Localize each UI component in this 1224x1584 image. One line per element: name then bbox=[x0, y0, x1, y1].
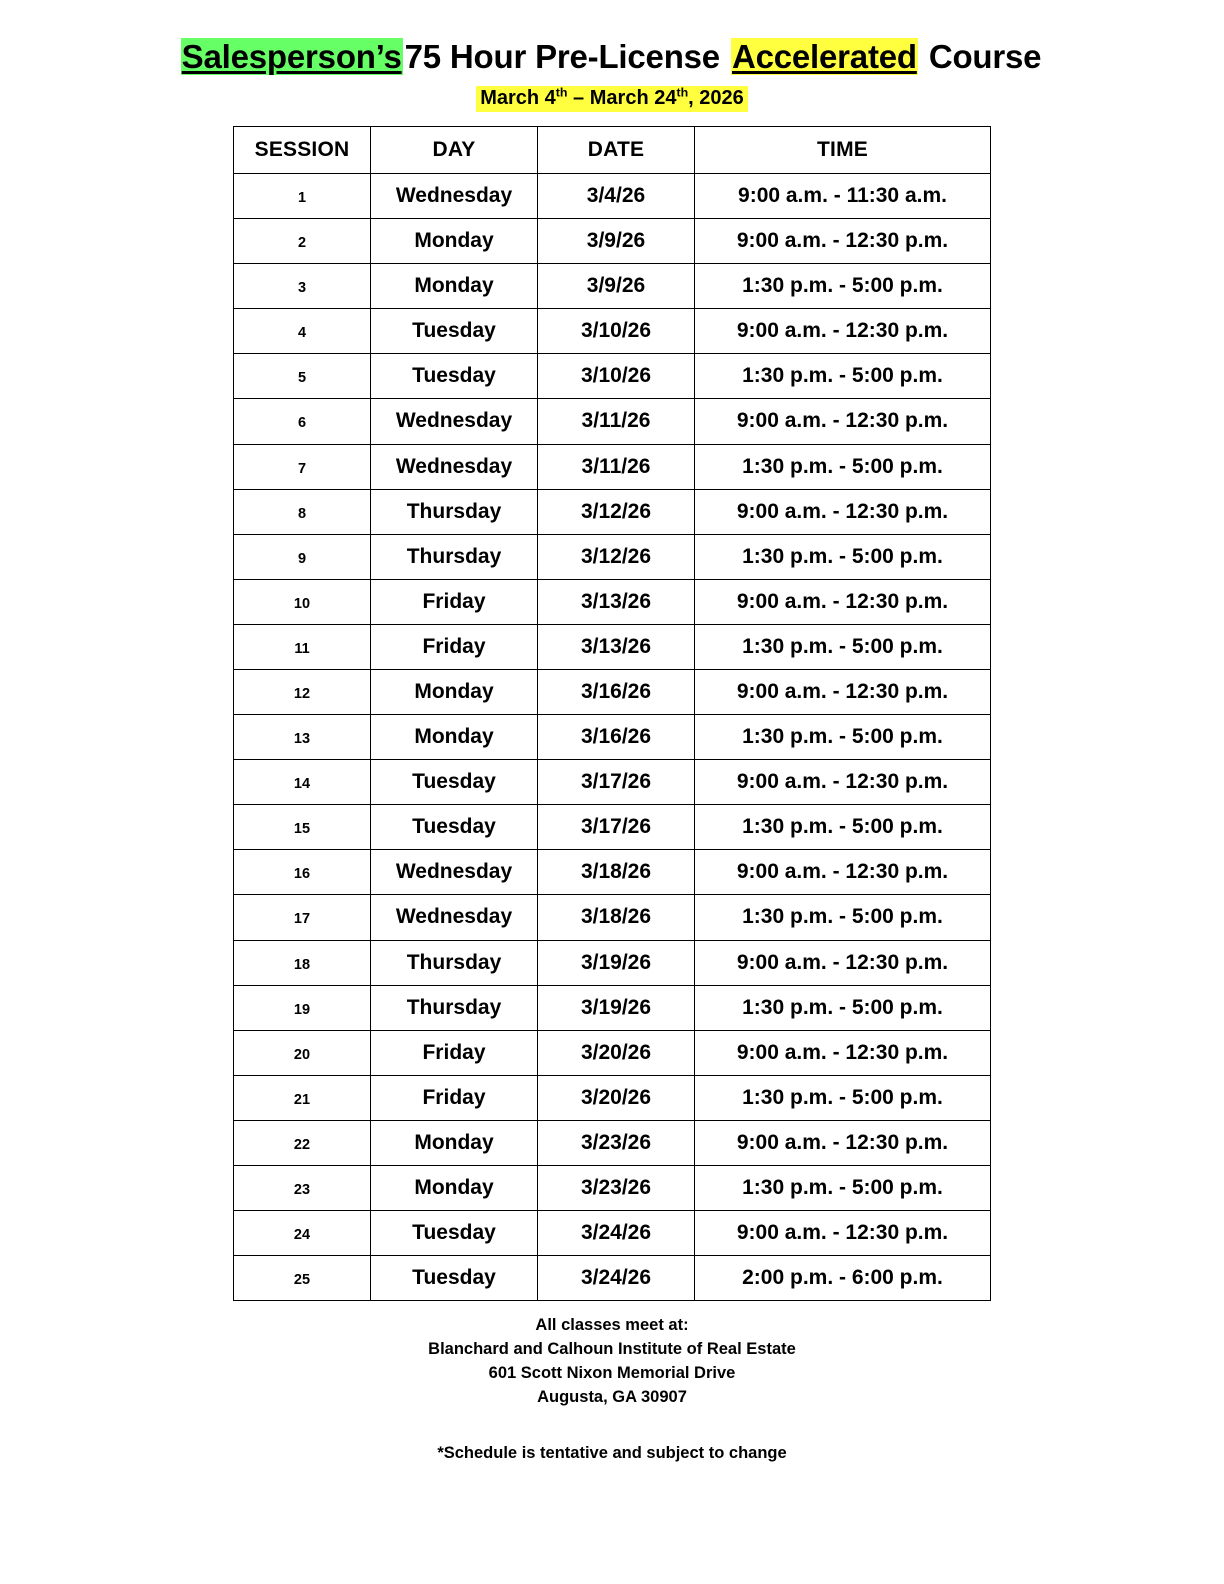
cell-date: 3/23/26 bbox=[538, 1120, 695, 1165]
table-row bbox=[234, 444, 991, 489]
session-number: 18 bbox=[293, 956, 311, 973]
session-number: 10 bbox=[293, 595, 311, 612]
table-row bbox=[234, 850, 991, 895]
cell-date: 3/19/26 bbox=[538, 985, 695, 1030]
cell-session bbox=[234, 850, 371, 895]
cell-day: Tuesday bbox=[371, 309, 538, 354]
cell-date: 3/18/26 bbox=[538, 850, 695, 895]
page-title bbox=[0, 38, 1224, 77]
table-row bbox=[234, 805, 991, 850]
footer-line-meet-at: All classes meet at: bbox=[535, 1316, 689, 1335]
table-row bbox=[234, 985, 991, 1030]
cell-session bbox=[234, 985, 371, 1030]
cell-time: 9:00 a.m. - 12:30 p.m. bbox=[695, 940, 991, 985]
cell-day: Friday bbox=[371, 579, 538, 624]
session-number: 8 bbox=[297, 505, 307, 522]
session-number: 2 bbox=[297, 235, 307, 252]
ordinal-end: th bbox=[676, 85, 689, 100]
cell-session bbox=[234, 1030, 371, 1075]
footer-line-city: Augusta, GA 30907 bbox=[537, 1388, 687, 1407]
column-header-date: DATE bbox=[538, 126, 695, 173]
table-row bbox=[234, 1211, 991, 1256]
cell-day: Tuesday bbox=[371, 1211, 538, 1256]
session-number: 22 bbox=[293, 1136, 311, 1153]
cell-session bbox=[234, 534, 371, 579]
cell-day: Wednesday bbox=[371, 895, 538, 940]
table-row bbox=[234, 1030, 991, 1075]
cell-time: 1:30 p.m. - 5:00 p.m. bbox=[695, 354, 991, 399]
table-row bbox=[234, 1075, 991, 1120]
cell-day: Tuesday bbox=[371, 1256, 538, 1301]
table-row bbox=[234, 264, 991, 309]
cell-time: 9:00 a.m. - 12:30 p.m. bbox=[695, 1120, 991, 1165]
cell-date: 3/9/26 bbox=[538, 264, 695, 309]
cell-date: 3/10/26 bbox=[538, 354, 695, 399]
cell-date: 3/10/26 bbox=[538, 309, 695, 354]
cell-time: 2:00 p.m. - 6:00 p.m. bbox=[695, 1256, 991, 1301]
footer-disclaimer: *Schedule is tentative and subject to change bbox=[437, 1443, 787, 1462]
cell-day: Tuesday bbox=[371, 805, 538, 850]
cell-time: 9:00 a.m. - 12:30 p.m. bbox=[695, 669, 991, 714]
cell-day: Friday bbox=[371, 1030, 538, 1075]
cell-session bbox=[234, 805, 371, 850]
cell-session bbox=[234, 760, 371, 805]
table-row bbox=[234, 1120, 991, 1165]
title-segment-course: Course bbox=[928, 38, 1042, 75]
table-row bbox=[234, 715, 991, 760]
subtitle-wrap bbox=[0, 86, 1224, 112]
cell-time: 1:30 p.m. - 5:00 p.m. bbox=[695, 264, 991, 309]
table-row bbox=[234, 399, 991, 444]
cell-day: Wednesday bbox=[371, 850, 538, 895]
session-number: 4 bbox=[297, 325, 307, 342]
table-body bbox=[234, 173, 991, 1300]
title-segment-hours: 75 Hour Pre-License bbox=[404, 38, 720, 75]
cell-day: Monday bbox=[371, 715, 538, 760]
cell-day: Wednesday bbox=[371, 399, 538, 444]
table-row bbox=[234, 219, 991, 264]
session-number: 20 bbox=[293, 1046, 311, 1063]
cell-date: 3/13/26 bbox=[538, 579, 695, 624]
cell-day: Monday bbox=[371, 1166, 538, 1211]
session-number: 24 bbox=[293, 1227, 311, 1244]
table-row bbox=[234, 669, 991, 714]
table-row bbox=[234, 624, 991, 669]
cell-time: 1:30 p.m. - 5:00 p.m. bbox=[695, 444, 991, 489]
cell-day: Monday bbox=[371, 669, 538, 714]
cell-day: Thursday bbox=[371, 940, 538, 985]
cell-date: 3/16/26 bbox=[538, 715, 695, 760]
session-number: 13 bbox=[293, 731, 311, 748]
footer-line-street: 601 Scott Nixon Memorial Drive bbox=[488, 1364, 736, 1383]
table-row bbox=[234, 354, 991, 399]
session-number: 19 bbox=[293, 1001, 311, 1018]
cell-session bbox=[234, 264, 371, 309]
session-number: 16 bbox=[293, 866, 311, 883]
cell-day: Tuesday bbox=[371, 354, 538, 399]
cell-session bbox=[234, 895, 371, 940]
footer-block bbox=[0, 1314, 1224, 1466]
title-block bbox=[0, 0, 1224, 112]
cell-time: 1:30 p.m. - 5:00 p.m. bbox=[695, 1166, 991, 1211]
cell-session bbox=[234, 1120, 371, 1165]
cell-session bbox=[234, 173, 371, 218]
cell-session bbox=[234, 354, 371, 399]
session-number: 11 bbox=[294, 640, 310, 657]
cell-day: Thursday bbox=[371, 489, 538, 534]
cell-date: 3/24/26 bbox=[538, 1211, 695, 1256]
date-range-start: March 4 bbox=[480, 86, 556, 109]
session-number: 3 bbox=[297, 280, 307, 297]
cell-time: 9:00 a.m. - 12:30 p.m. bbox=[695, 1030, 991, 1075]
cell-time: 9:00 a.m. - 12:30 p.m. bbox=[695, 760, 991, 805]
cell-day: Monday bbox=[371, 219, 538, 264]
cell-day: Monday bbox=[371, 1120, 538, 1165]
table-row bbox=[234, 940, 991, 985]
cell-time: 1:30 p.m. - 5:00 p.m. bbox=[695, 1075, 991, 1120]
column-header-time: TIME bbox=[695, 126, 991, 173]
session-number: 15 bbox=[293, 821, 311, 838]
cell-day: Thursday bbox=[371, 534, 538, 579]
table-row bbox=[234, 760, 991, 805]
cell-date: 3/23/26 bbox=[538, 1166, 695, 1211]
cell-date: 3/13/26 bbox=[538, 624, 695, 669]
cell-day: Monday bbox=[371, 264, 538, 309]
cell-session bbox=[234, 219, 371, 264]
cell-date: 3/17/26 bbox=[538, 760, 695, 805]
table-row bbox=[234, 173, 991, 218]
cell-time: 1:30 p.m. - 5:00 p.m. bbox=[695, 895, 991, 940]
session-number: 1 bbox=[297, 189, 307, 206]
cell-date: 3/4/26 bbox=[538, 173, 695, 218]
column-header-day: DAY bbox=[371, 126, 538, 173]
cell-day: Tuesday bbox=[371, 760, 538, 805]
cell-time: 1:30 p.m. - 5:00 p.m. bbox=[695, 985, 991, 1030]
cell-session bbox=[234, 489, 371, 534]
course-date-range bbox=[476, 86, 748, 112]
cell-session bbox=[234, 1256, 371, 1301]
cell-time: 9:00 a.m. - 11:30 a.m. bbox=[695, 173, 991, 218]
cell-date: 3/17/26 bbox=[538, 805, 695, 850]
table-header bbox=[234, 126, 991, 173]
cell-date: 3/24/26 bbox=[538, 1256, 695, 1301]
table-row bbox=[234, 489, 991, 534]
cell-date: 3/11/26 bbox=[538, 399, 695, 444]
cell-session bbox=[234, 940, 371, 985]
cell-time: 9:00 a.m. - 12:30 p.m. bbox=[695, 850, 991, 895]
cell-date: 3/12/26 bbox=[538, 534, 695, 579]
cell-day: Friday bbox=[371, 624, 538, 669]
cell-date: 3/16/26 bbox=[538, 669, 695, 714]
cell-session bbox=[234, 1075, 371, 1120]
table-row bbox=[234, 579, 991, 624]
ordinal-start: th bbox=[555, 85, 568, 100]
date-range-end: March 24 bbox=[589, 86, 677, 109]
column-header-session: SESSION bbox=[234, 126, 371, 173]
cell-date: 3/20/26 bbox=[538, 1075, 695, 1120]
session-number: 14 bbox=[293, 776, 311, 793]
cell-time: 1:30 p.m. - 5:00 p.m. bbox=[695, 624, 991, 669]
session-number: 17 bbox=[293, 911, 311, 928]
cell-date: 3/20/26 bbox=[538, 1030, 695, 1075]
cell-date: 3/12/26 bbox=[538, 489, 695, 534]
table-row bbox=[234, 534, 991, 579]
title-segment-salesperson: Salesperson’s bbox=[181, 38, 402, 75]
cell-date: 3/11/26 bbox=[538, 444, 695, 489]
cell-date: 3/9/26 bbox=[538, 219, 695, 264]
cell-day: Friday bbox=[371, 1075, 538, 1120]
cell-session bbox=[234, 579, 371, 624]
session-number: 9 bbox=[297, 550, 307, 567]
date-range-dash: – bbox=[567, 86, 590, 109]
session-number: 25 bbox=[293, 1272, 311, 1289]
title-segment-accelerated: Accelerated bbox=[731, 38, 917, 75]
cell-time: 1:30 p.m. - 5:00 p.m. bbox=[695, 534, 991, 579]
cell-session bbox=[234, 624, 371, 669]
cell-session bbox=[234, 309, 371, 354]
cell-day: Wednesday bbox=[371, 173, 538, 218]
session-number: 5 bbox=[297, 370, 307, 387]
table-header-row bbox=[234, 126, 991, 173]
date-range-year: , 2026 bbox=[688, 86, 744, 109]
cell-time: 9:00 a.m. - 12:30 p.m. bbox=[695, 1211, 991, 1256]
cell-time: 9:00 a.m. - 12:30 p.m. bbox=[695, 309, 991, 354]
session-number: 6 bbox=[297, 415, 307, 432]
cell-day: Wednesday bbox=[371, 444, 538, 489]
cell-date: 3/18/26 bbox=[538, 895, 695, 940]
cell-session bbox=[234, 399, 371, 444]
cell-time: 9:00 a.m. - 12:30 p.m. bbox=[695, 579, 991, 624]
table-row bbox=[234, 309, 991, 354]
cell-date: 3/19/26 bbox=[538, 940, 695, 985]
schedule-table bbox=[233, 126, 991, 1301]
table-row bbox=[234, 1166, 991, 1211]
cell-session bbox=[234, 669, 371, 714]
cell-time: 9:00 a.m. - 12:30 p.m. bbox=[695, 219, 991, 264]
session-number: 12 bbox=[293, 686, 311, 703]
session-number: 7 bbox=[297, 460, 307, 477]
cell-session bbox=[234, 1166, 371, 1211]
cell-time: 1:30 p.m. - 5:00 p.m. bbox=[695, 715, 991, 760]
cell-session bbox=[234, 444, 371, 489]
schedule-table-wrap bbox=[0, 126, 1224, 1301]
cell-time: 9:00 a.m. - 12:30 p.m. bbox=[695, 399, 991, 444]
session-number: 21 bbox=[293, 1091, 311, 1108]
cell-time: 9:00 a.m. - 12:30 p.m. bbox=[695, 489, 991, 534]
cell-time: 1:30 p.m. - 5:00 p.m. bbox=[695, 805, 991, 850]
table-row bbox=[234, 895, 991, 940]
session-number: 23 bbox=[293, 1182, 311, 1199]
table-row bbox=[234, 1256, 991, 1301]
footer-line-institute: Blanchard and Calhoun Institute of Real Estate bbox=[428, 1340, 796, 1359]
cell-session bbox=[234, 715, 371, 760]
cell-day: Thursday bbox=[371, 985, 538, 1030]
cell-session bbox=[234, 1211, 371, 1256]
